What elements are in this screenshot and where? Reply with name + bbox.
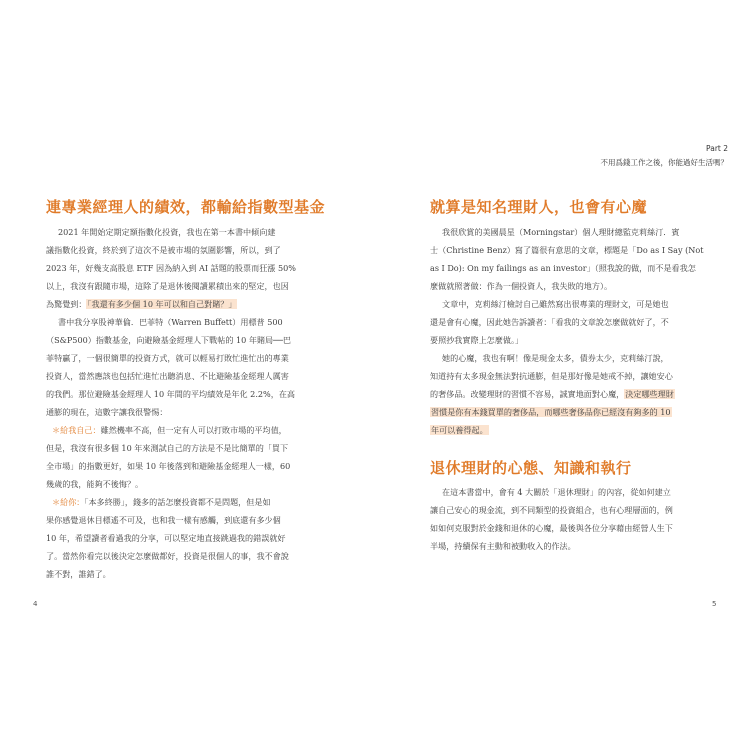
highlighted-text: 年可以養得起。 xyxy=(431,425,488,435)
text-line: 如如何克服對於金錢和退休的心魔，最後與各位分享藉由經營人生下 xyxy=(430,523,673,533)
text-line: 投資人，當然應該也包括忙進忙出聽消息、不比避險基金經理人厲害 xyxy=(46,371,289,381)
left-section-heading: 連專業經理人的績效，都輸給指數型基金 xyxy=(46,198,326,216)
text-line: 我很欣賞的美國晨星（Morningstar）個人理財總監克莉絲汀．賓 xyxy=(442,227,680,237)
text-line: 要照抄我實際上怎麼做。」 xyxy=(430,335,524,345)
page-number: 5 xyxy=(712,600,717,608)
text-line xyxy=(430,389,675,400)
asterisk-icon: ＊ xyxy=(52,497,61,507)
text-line: 文章中，克莉絲汀檢討自己雖然寫出很專業的理財文，可是她也 xyxy=(442,299,669,309)
running-head-part: Part 2 xyxy=(706,144,728,153)
highlighted-text: 習慣是你有本錢買單的奢侈品，而哪些奢侈品你已經沒有夠多的 10 xyxy=(431,407,671,417)
text-span: 「本多終勝」，錢多的話怎麼投資都不是問題，但是如 xyxy=(84,497,271,507)
text-line: as I Do): On my failings as an investor」（照我說的做，而不是看我怎 xyxy=(430,263,696,273)
text-line xyxy=(46,299,237,310)
text-span: 為驚覺到： xyxy=(46,299,87,309)
running-head-title: 不用爲錢工作之後，你能過好生活嗎？ xyxy=(600,158,728,167)
text-line: 全市場」的指數更好，如果 10 年後落到和避險基金經理人一樣，60 xyxy=(46,461,291,471)
right-page xyxy=(375,0,750,750)
text-line: 10 年，希望讀者看過我的分享，可以堅定地直接跳過我的錯誤就好 xyxy=(46,533,286,543)
page-number: 4 xyxy=(33,600,38,608)
text-line: 在這本書當中，會有 4 大關於「退休理財」的內容，從如何建立 xyxy=(442,487,671,497)
text-line: 知道持有太多現金無法對抗通膨，但是那好像是她戒不掉，讓她安心 xyxy=(430,371,673,381)
text-line: 她的心魔，我也有啊！像是現金太多，債券太少，克莉絲汀說， xyxy=(442,353,669,363)
text-line: 議指數化投資，終於到了這次不是被市場的氛圍影響，所以，到了 xyxy=(46,245,281,255)
text-line: 2021 年開始定期定額指數化投資，我也在第一本書中傾向建 xyxy=(58,227,276,237)
text-line: （S&P500）指數基金，向避險基金經理人下戰帖的 10 年賭局──巴 xyxy=(46,335,291,345)
right-section-heading-2: 退休理財的心態、知識和執行 xyxy=(430,459,632,477)
text-line: 通膨的現在，這數字讓我很警惕： xyxy=(46,407,168,417)
text-span: 的奢侈品。改變理財的習慣不容易，誠實地面對心魔， xyxy=(430,389,625,399)
text-line: 誰不對，誰錯了。 xyxy=(46,569,111,579)
text-line: 書中我分享股神華倫．巴菲特（Warren Buffett）用標普 500 xyxy=(58,317,283,327)
text-line: 麼做就照著做：作為一個投資人，我失敗的地方）。 xyxy=(430,281,613,291)
highlighted-quote: 「我還有多少個 10 年可以和自己對賭？」 xyxy=(87,299,237,309)
bullet-label: 給我自己： xyxy=(60,425,101,435)
text-line: 果你感覺退休目標遙不可及，也和我一樣有感觸，到底還有多少個 xyxy=(46,515,281,525)
bullet-line xyxy=(52,497,271,508)
text-line: 2023 年，好幾支高股息 ETF 因為納入到 AI 話題的股票而狂漲 50% xyxy=(46,263,296,273)
text-line: 的我們。那位避險基金經理人 10 年間的平均績效是年化 2.2%，在高 xyxy=(46,389,296,399)
right-section-heading-1: 就算是知名理財人，也會有心魔 xyxy=(430,198,648,216)
text-line xyxy=(430,407,672,418)
text-line: 半場，持續保有主動和被動收入的作法。 xyxy=(430,541,576,551)
text-line: 士（Christine Benz）寫了篇很有意思的文章，標題是「Do as I Say (Not xyxy=(430,245,704,255)
bullet-line xyxy=(52,425,287,436)
text-line: 讓自己安心的現金流，到不同類型的投資組合，也有心理層面的，例 xyxy=(430,505,673,515)
text-span: 雖然機率不高，但一定有人可以打敗市場的平均值， xyxy=(100,425,287,435)
text-line: 了。當然你看完以後決定怎麼做都好，投資是很個人的事，我不會說 xyxy=(46,551,289,561)
text-line: 但是，我沒有很多個 10 年來測試自己的方法是不是比簡單的「買下 xyxy=(46,443,289,453)
text-line xyxy=(430,425,489,436)
highlighted-text: 決定哪些理財 xyxy=(625,389,674,399)
text-line: 幾歲的我，能夠不後悔？。 xyxy=(46,479,144,489)
bullet-label: 給你： xyxy=(60,497,85,507)
text-line: 以上，我沒有跟隨市場，這除了是退休後閱讀累積出來的堅定，也因 xyxy=(46,281,289,291)
text-line: 還是會有心魔，因此她告訴讀者：「看我的文章說怎麼做就好了，不 xyxy=(430,317,669,327)
text-line: 菲特贏了，一個很簡單的投資方式，就可以輕易打敗忙進忙出的專業 xyxy=(46,353,289,363)
asterisk-icon: ＊ xyxy=(52,425,61,435)
